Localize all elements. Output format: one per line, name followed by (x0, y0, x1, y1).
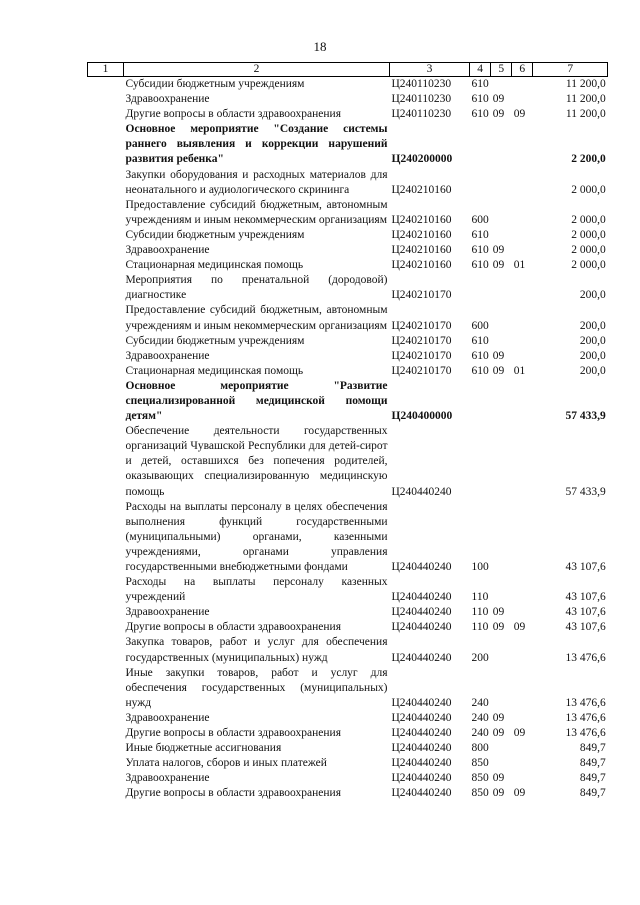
row-amount-cell: 2 000,0 (571, 228, 606, 241)
row-name-cell: Предоставление субсидий бюджетным, автономным учреждениям и иным некоммерческим организациям (125, 198, 388, 226)
row-c4-cell: 240 (471, 727, 489, 740)
row-c5-cell: 09 (492, 364, 505, 377)
row-c4-cell: 610 (471, 334, 489, 347)
row-c5-cell (491, 198, 512, 228)
row-c5-cell (491, 756, 512, 771)
row-c6-cell (512, 243, 533, 258)
row-amount-cell: 2 000,0 (571, 213, 606, 226)
row-number-cell (88, 575, 124, 605)
row-code-cell: Ц240210160 (391, 228, 452, 241)
row-c4-cell: 850 (471, 787, 489, 800)
row-code-cell: Ц240210170 (391, 364, 452, 377)
row-number-cell (88, 756, 124, 771)
table-row (88, 605, 608, 620)
row-name-cell: Здравоохранение (125, 772, 210, 785)
row-c6-cell (512, 635, 533, 665)
row-c5-cell (491, 334, 512, 349)
row-number-cell (88, 666, 124, 711)
row-code-cell: Ц240440240 (391, 742, 452, 755)
row-c5-cell (491, 303, 512, 333)
row-amount-cell: 200,0 (579, 334, 606, 347)
row-code-cell: Ц240440240 (391, 772, 452, 785)
table-row (88, 500, 608, 575)
row-amount-cell: 43 107,6 (565, 561, 606, 573)
row-c6-cell: 09 (513, 727, 526, 740)
row-c4-cell: 610 (471, 349, 489, 362)
row-name-cell: Субсидии бюджетным учреждениям (125, 228, 305, 241)
row-number-cell (88, 198, 124, 228)
row-number-cell (88, 424, 124, 499)
table-row (88, 620, 608, 635)
row-c5-cell: 09 (492, 787, 505, 800)
row-c6-cell (512, 349, 533, 364)
row-name-cell: Обеспечение деятельности государственных организаций Чувашской Республики для детей-сирот и детей, оставшихся без попечения родителей, оказывающих специализированную медицинскую помощь (125, 425, 388, 498)
row-amount-cell: 2 000,0 (571, 183, 606, 196)
row-c5-cell (491, 575, 512, 605)
row-number-cell (88, 273, 124, 303)
row-c4-cell: 600 (471, 213, 489, 226)
row-c4-cell: 610 (471, 108, 489, 121)
row-c4-cell: 610 (471, 78, 489, 90)
row-c6-cell (512, 575, 533, 605)
row-name-cell: Иные закупки товаров, работ и услуг для обеспечения государственных (муниципальных) нужд (125, 666, 388, 709)
row-c4-cell: 610 (471, 93, 489, 106)
row-c5-cell (491, 228, 512, 243)
row-c6-cell: 09 (513, 108, 526, 121)
row-c6-cell: 01 (513, 364, 526, 377)
table-row (88, 711, 608, 726)
row-name-cell: Здравоохранение (125, 244, 210, 257)
row-name-cell: Другие вопросы в области здравоохранения (125, 787, 341, 800)
row-amount-cell: 849,7 (579, 757, 606, 770)
row-c6-cell (512, 92, 533, 107)
page-number: 18 (313, 39, 327, 54)
row-code-cell: Ц240200000 (391, 153, 453, 166)
row-code-cell: Ц240440240 (391, 757, 452, 770)
row-number-cell (88, 726, 124, 741)
row-c6-cell (512, 741, 533, 756)
row-c5-cell (491, 379, 512, 424)
row-c6-cell (512, 334, 533, 349)
row-amount-cell: 2 000,0 (571, 259, 606, 272)
row-code-cell: Ц240210160 (391, 213, 452, 226)
row-amount-cell: 2 000,0 (571, 244, 606, 257)
row-c5-cell: 09 (492, 606, 505, 619)
table-body (88, 77, 608, 802)
column-header-4: 4 (470, 63, 491, 77)
table-row (88, 77, 608, 93)
table-row (88, 92, 608, 107)
row-code-cell: Ц240210160 (391, 183, 452, 196)
row-number-cell (88, 92, 124, 107)
table-row (88, 666, 608, 711)
row-code-cell: Ц240210160 (391, 259, 452, 272)
row-name-cell: Здравоохранение (125, 711, 210, 724)
row-name-cell: Другие вопросы в области здравоохранения (125, 727, 341, 740)
row-name-cell: Расходы на выплаты персоналу казенных учреждений (125, 576, 388, 604)
table-row (88, 575, 608, 605)
row-c6-cell (512, 168, 533, 198)
row-c5-cell: 09 (492, 621, 505, 634)
row-name-cell: Основное мероприятие "Создание системы раннего выявления и коррекции нарушений развития ребенка" (125, 123, 388, 166)
table-row (88, 364, 608, 379)
budget-table (87, 62, 608, 802)
row-number-cell (88, 349, 124, 364)
row-code-cell: Ц240440240 (391, 651, 452, 664)
row-c5-cell (491, 666, 512, 711)
row-amount-cell: 200,0 (579, 319, 606, 332)
row-number-cell (88, 77, 124, 93)
row-name-cell: Другие вопросы в области здравоохранения (125, 108, 341, 121)
row-amount-cell: 849,7 (579, 742, 606, 755)
row-code-cell: Ц240440240 (391, 561, 452, 573)
row-c6-cell (512, 122, 533, 167)
row-c4-cell: 110 (471, 606, 489, 619)
row-c6-cell (512, 756, 533, 771)
row-c4-cell: 600 (471, 319, 489, 332)
row-name-cell: Мероприятия по пренатальной (дородовой) диагностике (125, 274, 388, 302)
row-c4-cell: 800 (471, 742, 489, 755)
row-code-cell: Ц240110230 (391, 78, 452, 90)
row-c4-cell: 240 (471, 696, 489, 709)
table-row (88, 726, 608, 741)
row-amount-cell: 2 200,0 (571, 153, 606, 166)
row-c5-cell (491, 741, 512, 756)
row-number-cell (88, 605, 124, 620)
column-header-2: 2 (124, 63, 390, 77)
row-name-cell: Предоставление субсидий бюджетным, автономным учреждениям и иным некоммерческим организациям (125, 304, 388, 332)
row-amount-cell: 13 476,6 (565, 727, 606, 740)
row-amount-cell: 849,7 (579, 772, 606, 785)
row-c5-cell: 09 (492, 93, 505, 106)
row-amount-cell: 849,7 (579, 787, 606, 800)
row-c4-cell: 610 (471, 244, 489, 257)
row-c6-cell (512, 771, 533, 786)
row-c5-cell (491, 500, 512, 575)
table-row (88, 424, 608, 499)
row-number-cell (88, 635, 124, 665)
row-amount-cell: 11 200,0 (565, 108, 606, 121)
row-amount-cell: 13 476,6 (565, 711, 606, 724)
row-code-cell: Ц240440240 (391, 606, 452, 619)
row-code-cell: Ц240110230 (391, 108, 452, 121)
row-c6-cell (512, 228, 533, 243)
row-c5-cell (491, 424, 512, 499)
row-name-cell: Здравоохранение (125, 349, 210, 362)
row-c5-cell (491, 273, 512, 303)
row-c6-cell (512, 379, 533, 424)
row-c5-cell: 09 (492, 244, 505, 257)
row-c5-cell: 09 (492, 727, 505, 740)
row-name-cell: Основное мероприятие "Развитие специализированной медицинской помощи детям" (125, 379, 388, 423)
row-c4-cell (470, 424, 491, 499)
row-name-cell: Субсидии бюджетным учреждениям (125, 334, 305, 347)
table-row (88, 122, 608, 167)
row-code-cell: Ц240440240 (391, 727, 452, 740)
row-number-cell (88, 107, 124, 122)
row-name-cell: Закупки оборудования и расходных материалов для неонатального и аудиологического скрининга (125, 168, 388, 196)
row-c6-cell (512, 666, 533, 711)
row-code-cell: Ц240210170 (391, 334, 452, 347)
row-number-cell (88, 786, 124, 801)
row-c4-cell: 110 (471, 621, 489, 634)
column-header-7: 7 (533, 63, 608, 77)
column-header-5: 5 (491, 63, 512, 77)
row-c4-cell (470, 273, 491, 303)
row-c4-cell: 850 (471, 757, 489, 770)
table-row (88, 107, 608, 122)
table-row (88, 243, 608, 258)
row-c6-cell: 09 (513, 787, 526, 800)
row-name-cell: Другие вопросы в области здравоохранения (125, 621, 341, 634)
row-number-cell (88, 741, 124, 756)
row-c6-cell (512, 303, 533, 333)
row-code-cell: Ц240440240 (391, 621, 452, 634)
row-c4-cell: 850 (471, 772, 489, 785)
row-number-cell (88, 364, 124, 379)
table-row (88, 771, 608, 786)
row-c5-cell: 09 (492, 711, 505, 724)
row-amount-cell: 43 107,6 (565, 621, 606, 634)
row-c6-cell (512, 77, 533, 93)
table-header-row (88, 63, 608, 77)
row-code-cell: Ц240440240 (391, 485, 452, 498)
row-amount-cell: 200,0 (579, 364, 606, 377)
row-c4-cell: 610 (471, 259, 489, 272)
column-header-6: 6 (512, 63, 533, 77)
row-c6-cell (512, 500, 533, 575)
row-c6-cell (512, 605, 533, 620)
row-amount-cell: 13 476,6 (565, 651, 606, 664)
row-name-cell: Стационарная медицинская помощь (125, 259, 304, 272)
row-code-cell: Ц240210170 (391, 319, 452, 332)
row-c4-cell (470, 379, 491, 424)
row-amount-cell: 200,0 (579, 289, 606, 302)
row-c4-cell: 200 (471, 651, 489, 664)
row-c5-cell: 09 (492, 349, 505, 362)
row-code-cell: Ц240440240 (391, 787, 452, 800)
row-c6-cell (512, 424, 533, 499)
row-c4-cell: 610 (471, 364, 489, 377)
row-c5-cell: 09 (492, 259, 505, 272)
row-name-cell: Закупка товаров, работ и услуг для обеспечения государственных (муниципальных) нужд (125, 636, 388, 664)
row-amount-cell: 11 200,0 (565, 93, 606, 106)
table-row (88, 168, 608, 198)
table-row (88, 379, 608, 424)
row-number-cell (88, 379, 124, 424)
row-c4-cell (470, 122, 491, 167)
row-c6-cell (512, 711, 533, 726)
row-code-cell: Ц240210170 (391, 349, 452, 362)
table-row (88, 786, 608, 801)
row-name-cell: Здравоохранение (125, 93, 210, 106)
row-name-cell: Расходы на выплаты персоналу в целях обеспечения выполнения функций государственными (муниципальными) органами, казенными учреждениями, органами управления государственными внебюджетными фондами (125, 500, 388, 573)
row-code-cell: Ц240440240 (391, 696, 452, 709)
row-name-cell: Субсидии бюджетным учреждениям (125, 78, 305, 90)
row-code-cell: Ц240210170 (391, 289, 452, 302)
row-c6-cell (512, 273, 533, 303)
row-c6-cell: 09 (513, 621, 526, 634)
row-c5-cell (491, 77, 512, 93)
row-name-cell: Иные бюджетные ассигнования (125, 742, 282, 755)
row-amount-cell: 43 107,6 (565, 591, 606, 604)
row-c4-cell: 610 (471, 228, 489, 241)
column-header-1: 1 (88, 63, 124, 77)
row-number-cell (88, 500, 124, 575)
row-amount-cell: 13 476,6 (565, 696, 606, 709)
row-c5-cell (491, 122, 512, 167)
row-name-cell: Здравоохранение (125, 606, 210, 619)
column-header-3: 3 (390, 63, 470, 77)
row-c4-cell: 100 (471, 561, 489, 573)
row-number-cell (88, 711, 124, 726)
row-name-cell: Уплата налогов, сборов и иных платежей (125, 757, 327, 770)
row-c5-cell: 09 (492, 108, 505, 121)
table-row (88, 349, 608, 364)
row-code-cell: Ц240210160 (391, 244, 452, 257)
table-row (88, 303, 608, 333)
row-number-cell (88, 771, 124, 786)
row-c4-cell (470, 168, 491, 198)
row-amount-cell: 43 107,6 (565, 606, 606, 619)
row-number-cell (88, 334, 124, 349)
table-row (88, 635, 608, 665)
row-c6-cell (512, 198, 533, 228)
row-amount-cell: 200,0 (579, 349, 606, 362)
row-code-cell: Ц240110230 (391, 93, 452, 106)
row-number-cell (88, 243, 124, 258)
table-row (88, 756, 608, 771)
row-code-cell: Ц240440240 (391, 711, 452, 724)
row-c6-cell: 01 (513, 259, 526, 272)
table-row (88, 741, 608, 756)
table-row (88, 258, 608, 273)
row-c5-cell: 09 (492, 772, 505, 785)
row-c5-cell (491, 168, 512, 198)
row-number-cell (88, 258, 124, 273)
row-amount-cell: 57 433,9 (565, 485, 606, 498)
row-code-cell: Ц240440240 (391, 591, 452, 604)
row-amount-cell: 11 200,0 (565, 78, 606, 90)
row-number-cell (88, 228, 124, 243)
table-row (88, 334, 608, 349)
row-c5-cell (491, 635, 512, 665)
row-number-cell (88, 620, 124, 635)
row-c4-cell: 240 (471, 711, 489, 724)
row-number-cell (88, 303, 124, 333)
table-row (88, 273, 608, 303)
row-code-cell: Ц240400000 (391, 410, 453, 423)
row-c4-cell: 110 (471, 591, 489, 604)
row-number-cell (88, 168, 124, 198)
table-row (88, 228, 608, 243)
row-name-cell: Стационарная медицинская помощь (125, 364, 304, 377)
table-row (88, 198, 608, 228)
row-number-cell (88, 122, 124, 167)
row-amount-cell: 57 433,9 (565, 410, 606, 423)
